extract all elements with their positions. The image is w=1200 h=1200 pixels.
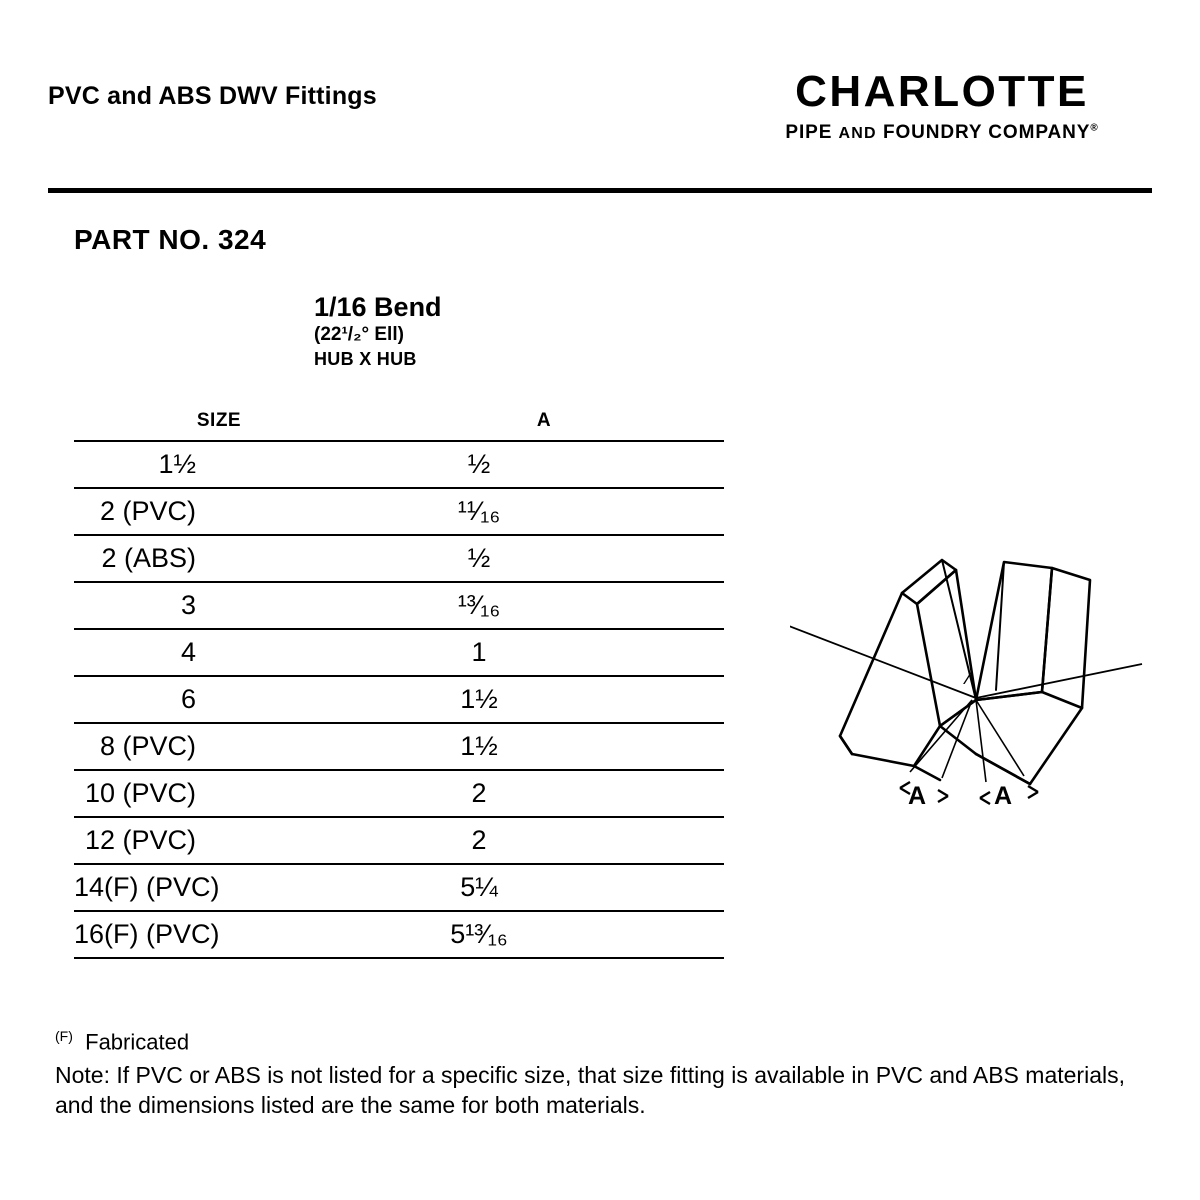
part-number: PART NO. 324: [74, 224, 267, 255]
dimension-label-a-right: A: [994, 782, 1013, 810]
caption-connection: HUB X HUB: [314, 348, 417, 369]
cell-size: 14(F) (PVC): [74, 864, 364, 911]
dimensions-table: [74, 404, 724, 959]
table-row: [74, 911, 724, 958]
cell-size: 2 (ABS): [74, 535, 364, 582]
brand-subtitle: [732, 122, 1152, 144]
cell-size: 3: [74, 582, 364, 629]
column-header-size: SIZE: [74, 404, 364, 441]
table-row: [74, 676, 724, 723]
table-row: [74, 817, 724, 864]
cell-a: 1: [364, 629, 724, 676]
cell-a: 2: [364, 817, 724, 864]
table-header-row: [74, 404, 724, 441]
dimension-label-a-left: A: [908, 782, 927, 810]
table-row: [74, 864, 724, 911]
table-row: [74, 441, 724, 488]
cell-a: ¹¹⁄₁₆: [364, 488, 724, 535]
cell-a: 5¹³⁄₁₆: [364, 911, 724, 958]
column-header-a: A: [364, 404, 724, 441]
cell-a: 1½: [364, 676, 724, 723]
brand-name: CHARLOTTE: [795, 67, 1089, 116]
angle-tick-label: ⁄: [966, 671, 969, 688]
cell-a: 1½: [364, 723, 724, 770]
footnote-note: Note: If PVC or ABS is not listed for a specific size, that size fitting is available in PVC and ABS materials, and the dimensions listed are the same for both materials.: [55, 1062, 1125, 1118]
cell-size: 10 (PVC): [74, 770, 364, 817]
company-logo: [732, 67, 1152, 144]
cell-size: 8 (PVC): [74, 723, 364, 770]
cell-a: ½: [364, 535, 724, 582]
cell-a: ¹³⁄₁₆: [364, 582, 724, 629]
footnote-fabricated-text: Fabricated: [85, 1029, 190, 1055]
page-header: [48, 67, 1152, 170]
caption-angle: (22¹/₂° Ell): [314, 324, 404, 346]
table-row: [74, 770, 724, 817]
cell-size: 12 (PVC): [74, 817, 364, 864]
cell-a: 2: [364, 770, 724, 817]
cell-size: 16(F) (PVC): [74, 911, 364, 958]
brand-sub-foundry: FOUNDRY COMPANY: [882, 122, 1091, 143]
cell-size: 6: [74, 676, 364, 723]
table-caption: [314, 292, 614, 371]
fitting-drawing: [790, 540, 1160, 840]
caption-bend-name: 1/16 Bend: [314, 292, 442, 322]
footnotes: [55, 1028, 1165, 1120]
cell-size: 4: [74, 629, 364, 676]
table-row: [74, 535, 724, 582]
footnote-fabricated: [55, 1028, 1165, 1055]
brand-sub-and: AND: [838, 125, 877, 142]
cell-size: 1½: [74, 441, 364, 488]
cell-size: 2 (PVC): [74, 488, 364, 535]
cell-a: ½: [364, 441, 724, 488]
table-row: [74, 723, 724, 770]
footnote-mark: (F): [55, 1028, 73, 1044]
header-divider: [48, 188, 1152, 193]
page-title: PVC and ABS DWV Fittings: [48, 82, 377, 110]
brand-sub-pipe: PIPE: [785, 122, 833, 143]
table-row: [74, 488, 724, 535]
registered-mark: ®: [1090, 122, 1099, 134]
cell-a: 5¼: [364, 864, 724, 911]
table-row: [74, 582, 724, 629]
table-row: [74, 629, 724, 676]
